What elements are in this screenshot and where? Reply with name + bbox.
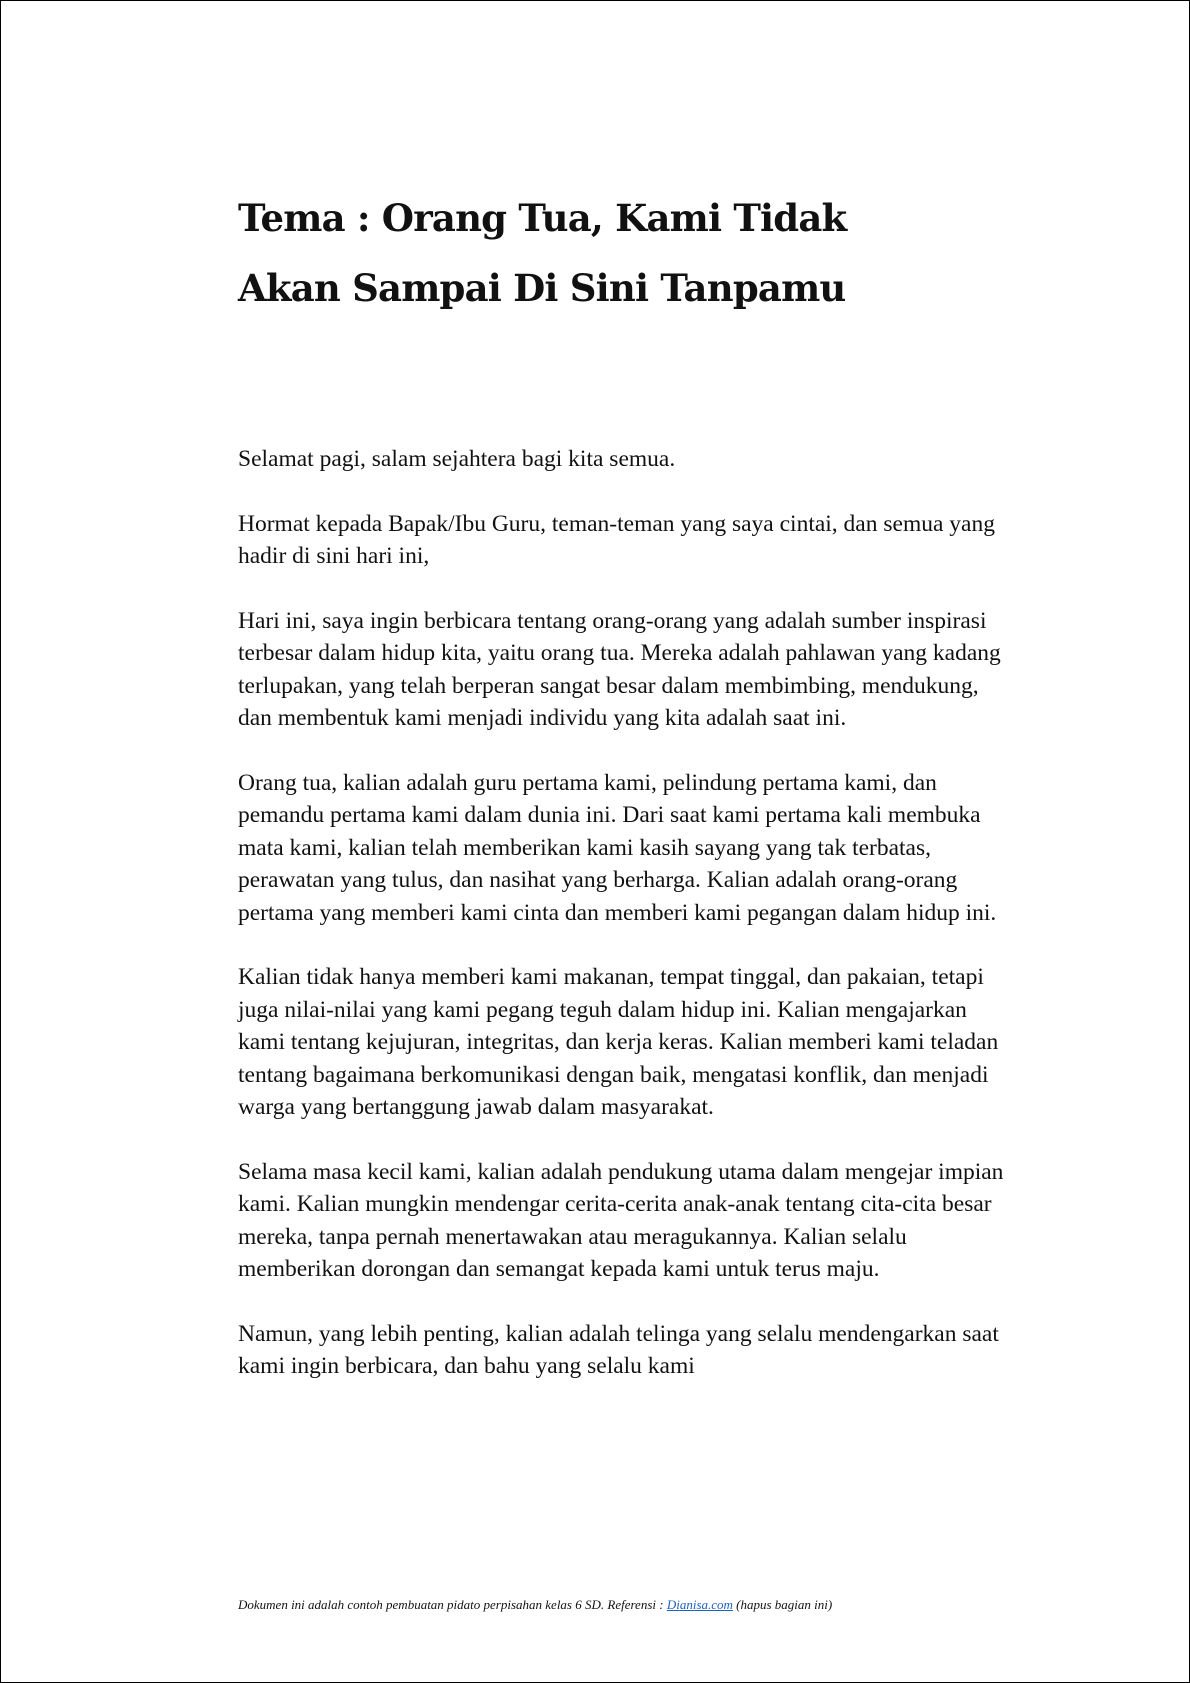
page-title: Tema : Orang Tua, Kami Tidak Akan Sampai Di Sini Tanpamu bbox=[238, 196, 847, 310]
paragraph-salutation: Hormat kepada Bapak/Ibu Guru, teman-teman yang saya cintai, dan semua yang hadir di sini hari ini, bbox=[238, 510, 995, 569]
reference-link[interactable]: Dianisa.com bbox=[666, 1597, 733, 1612]
footer-note: Dokumen ini adalah contoh pembuatan pidato perpisahan kelas 6 SD. Referensi : bbox=[238, 1597, 667, 1612]
document-content bbox=[238, 183, 1018, 1415]
paragraph-greeting: Selamat pagi, salam sejahtera bagi kita semua. bbox=[238, 446, 676, 472]
page-footer bbox=[238, 1597, 832, 1613]
paragraph-first-teacher: Orang tua, kalian adalah guru pertama kami, pelindung pertama kami, dan pemandu pertama kami dalam dunia ini. Dari saat kami pertama kali membuka mata kami, kalian telah memberikan kami kasih sayang yang tak terbatas, perawatan yang tulus, dan nasihat yang berharga. Kalian adalah orang-orang pertama yang memberi kami cinta dan memberi kami pegangan dalam hidup ini. bbox=[238, 769, 997, 926]
paragraph-introduction: Hari ini, saya ingin berbicara tentang orang-orang yang adalah sumber inspirasi terbesar dalam hidup kita, yaitu orang tua. Mereka adalah pahlawan yang kadang terlupakan, yang telah berperan sangat besar dalam membimbing, mendukung, dan membentuk kami menjadi individu yang kita adalah saat ini. bbox=[238, 607, 1001, 731]
document-body bbox=[238, 443, 1018, 1383]
paragraph-childhood: Selama masa kecil kami, kalian adalah pendukung utama dalam mengejar impian kami. Kalian mungkin mendengar cerita-cerita anak-anak tentang cita-cita besar mereka, tanpa pernah menertawakan atau meragukannya. Kalian selalu memberikan dorongan dan semangat kepada kami untuk terus maju. bbox=[238, 1158, 1004, 1282]
paragraph-listening: Namun, yang lebih penting, kalian adalah telinga yang selalu mendengarkan saat kami ingin berbicara, dan bahu yang selalu kami bbox=[238, 1320, 999, 1379]
paragraph-values: Kalian tidak hanya memberi kami makanan, tempat tinggal, dan pakaian, tetapi juga nilai-nilai yang kami pegang teguh dalam hidup ini. Kalian mengajarkan kami tentang kejujuran, integritas, dan kerja keras. Kalian memberi kami teladan tentang bagaimana berkomunikasi dengan baik, mengatasi konflik, dan menjadi warga yang bertanggung jawab dalam masyarakat. bbox=[238, 964, 999, 1120]
footer-remove-note: (hapus bagian ini) bbox=[732, 1597, 833, 1612]
